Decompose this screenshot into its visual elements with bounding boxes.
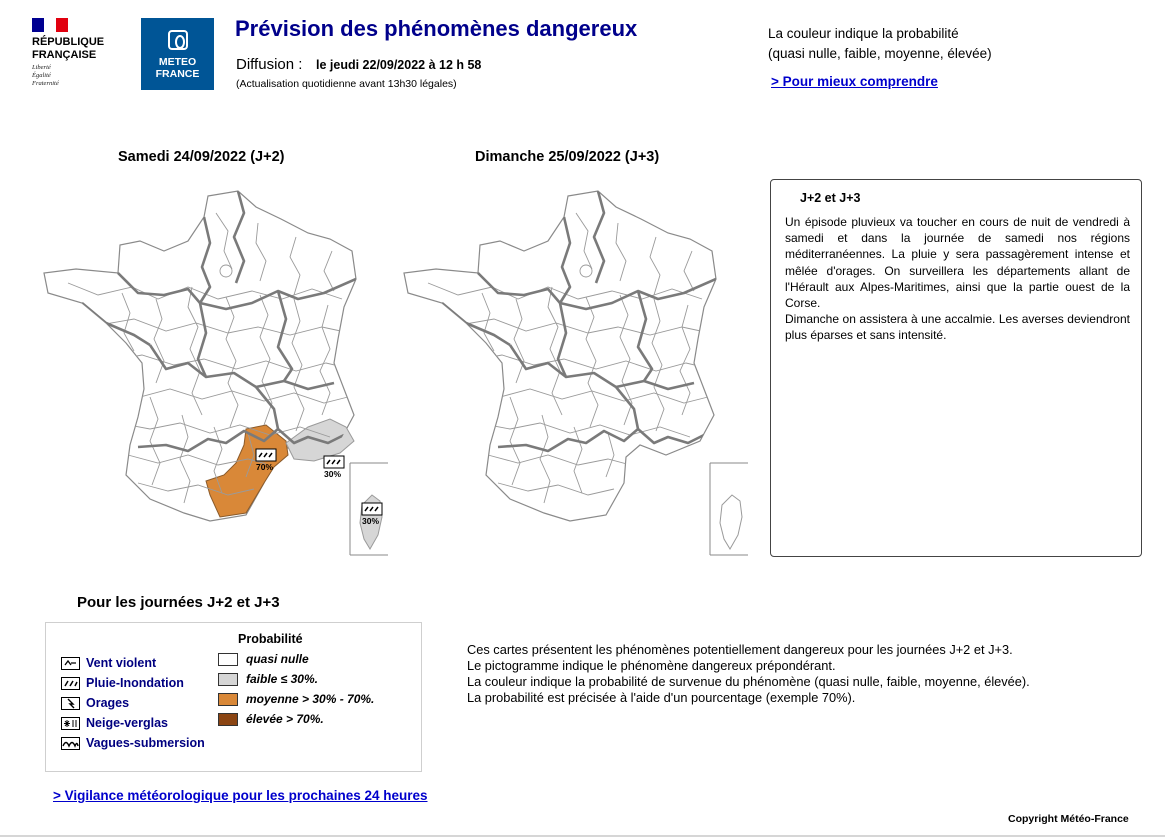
map-title-j3: Dimanche 25/09/2022 (J+3)	[475, 149, 660, 165]
legend-prob-faible: faible ≤ 30%.	[218, 671, 318, 687]
bottom-divider	[0, 835, 1165, 837]
france-map-j3	[398, 183, 758, 559]
explanation-line-3: La couleur indique la probabilité de survenue du phénomène (quasi nulle, faible, moyenne, élevée).	[467, 674, 1030, 689]
badge-label-corse: 30%	[362, 516, 380, 526]
republic-line-1: RÉPUBLIQUE	[32, 36, 105, 48]
legend-item-storm: Orages	[61, 695, 129, 711]
snowflake-icon	[61, 717, 80, 730]
bulletin-title: J+2 et J+3	[800, 191, 861, 205]
motto-egalite: Égalité	[32, 72, 51, 79]
map-title-j2: Samedi 24/09/2022 (J+2)	[118, 149, 285, 165]
bulletin-paragraph-2: Dimanche on assistera à une accalmie. Les averses deviendront plus éparses et sans intensité.	[785, 312, 1130, 343]
bulletin-paragraph-1: Un épisode pluvieux va toucher en cours de nuit de vendredi à samedi et dans la journée de samedi nos régions méditerranéennes. La pluie y sera passagèrement intense et mêlée d'orages. On surveillera les départements allant de l'Hérault aux Alpes-Maritimes, ainsi que la partie ouest de la Corse.	[785, 215, 1130, 311]
mf-line-2: FRANCE	[155, 68, 200, 80]
legend-box	[45, 622, 422, 772]
lightning-icon	[61, 697, 80, 710]
map-badge	[362, 503, 382, 526]
diffusion-date: le jeudi 22/09/2022 à 12 h 58	[316, 58, 482, 72]
update-note: (Actualisation quotidienne avant 13h30 légales)	[236, 78, 457, 90]
legend-prob-quasi-nulle: quasi nulle	[218, 651, 309, 667]
color-note-line-2: (quasi nulle, faible, moyenne, élevée)	[768, 46, 992, 61]
rain-icon	[61, 677, 80, 690]
explanation-text	[467, 642, 1080, 706]
probability-swatch	[218, 693, 238, 706]
badge-label-hérault: 70%	[256, 462, 274, 472]
wave-icon	[61, 737, 80, 750]
legend-item-rain: Pluie-Inondation	[61, 675, 184, 691]
probability-swatch	[218, 673, 238, 686]
legend-prob-moyenne: moyenne > 30% - 70%.	[218, 691, 374, 707]
wind-icon	[61, 657, 80, 670]
republique-francaise-logo	[32, 18, 127, 93]
legend-item-wind: Vent violent	[61, 655, 156, 671]
meteo-france-emblem-icon	[168, 30, 188, 50]
diffusion-label: Diffusion :	[236, 56, 303, 73]
republic-line-2: FRANÇAISE	[32, 49, 97, 61]
explanation-line-2: Le pictogramme indique le phénomène dangereux prépondérant.	[467, 658, 836, 673]
motto-liberte: Liberté	[32, 64, 51, 71]
probability-swatch	[218, 713, 238, 726]
explanation-line-4: La probabilité est précisée à l'aide d'un pourcentage (exemple 70%).	[467, 690, 856, 705]
mf-line-1: METEO	[158, 56, 197, 68]
vigilance-link[interactable]: > Vigilance météorologique pour les prochaines 24 heures	[53, 788, 428, 803]
legend-title: Pour les journées J+2 et J+3	[77, 594, 280, 611]
legend-item-waves: Vagues-submersion	[61, 735, 205, 751]
copyright: Copyright Météo-France	[1008, 813, 1129, 825]
legend-item-snow: Neige-verglas	[61, 715, 168, 731]
color-probability-note	[768, 24, 992, 64]
understand-link[interactable]: > Pour mieux comprendre	[771, 74, 938, 89]
legend-prob-elevee: élevée > 70%.	[218, 711, 324, 727]
france-map-j2	[38, 183, 398, 559]
color-note-line-1: La couleur indique la probabilité	[768, 26, 959, 41]
probability-title: Probabilité	[238, 632, 303, 646]
forecast-bulletin	[770, 179, 1142, 557]
motto-fraternite: Fraternité	[32, 80, 59, 87]
page-title: Prévision des phénomènes dangereux	[235, 16, 638, 41]
probability-swatch	[218, 653, 238, 666]
meteo-france-logo	[141, 18, 214, 90]
french-flag-icon	[32, 18, 68, 32]
map-badge	[256, 449, 276, 472]
badge-label-paca: 30%	[324, 469, 342, 479]
map-badge	[324, 456, 344, 479]
explanation-line-1: Ces cartes présentent les phénomènes potentiellement dangereux pour les journées J+2 et J+3.	[467, 642, 1013, 657]
